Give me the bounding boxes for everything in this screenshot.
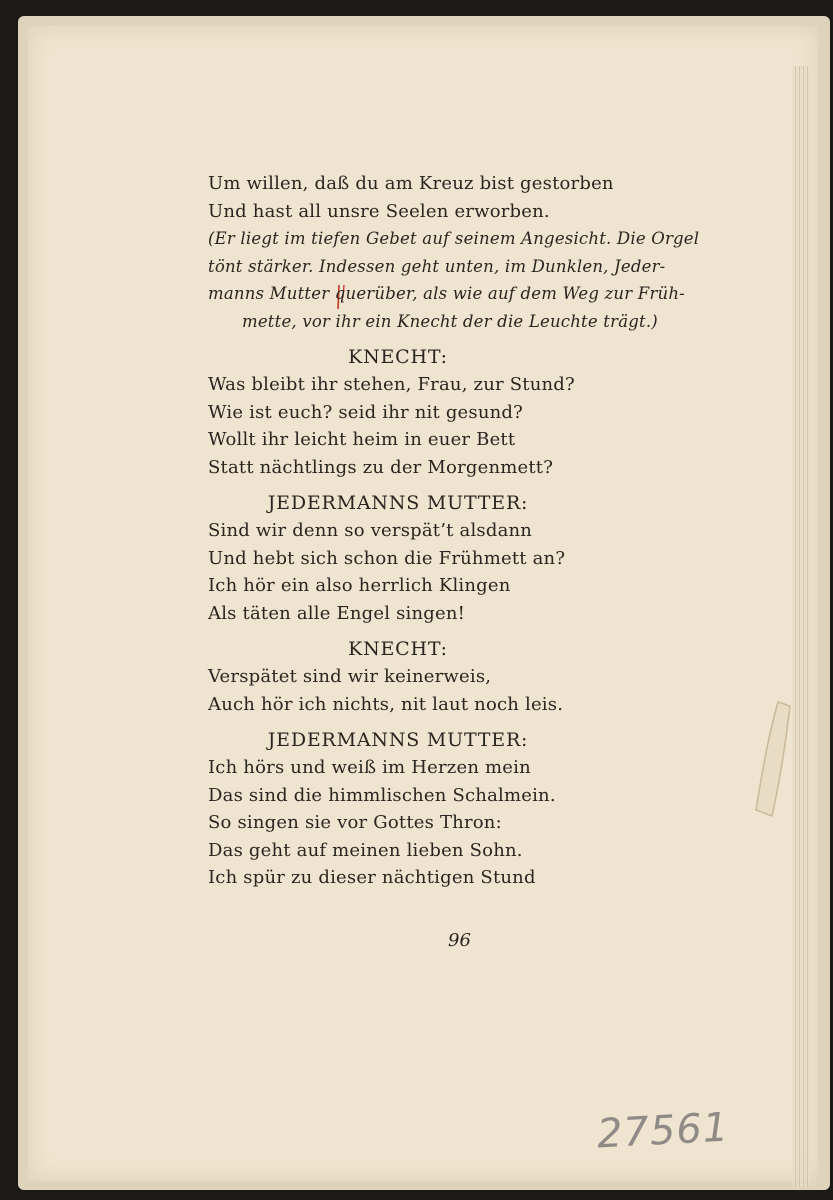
speaker-heading: JEDERMANNS MUTTER: (267, 729, 529, 751)
stage-line: (Er liegt im tiefen Gebet auf seinem Angesicht. Die Orgel (208, 229, 700, 248)
verse-line: Sind wir denn so verspät’t alsdann (208, 520, 533, 541)
verse-line: So singen sie vor Gottes Thron: (208, 812, 502, 833)
verse-line: Auch hör ich nichts, nit laut noch leis. (208, 693, 564, 715)
speaker-heading: KNECHT: (348, 638, 448, 660)
stage-line: tönt stärker. Indessen geht unten, im Dunklen, Jeder- (208, 256, 666, 276)
speaker-heading: KNECHT: (348, 346, 448, 368)
verse-line: Wollt ihr leicht heim in euer Bett (208, 429, 516, 450)
verse-line: Um willen, daß du am Kreuz bist gestorben (208, 173, 614, 194)
verse-stanza (208, 663, 728, 718)
verse-stanza (208, 170, 728, 225)
verse-line: Das geht auf meinen lieben Sohn. (208, 839, 523, 861)
verse-line: Ich hör ein also herrlich Klingen (208, 575, 511, 596)
verse-stanza (208, 754, 728, 892)
paper-tear (750, 700, 792, 820)
stage-line: mette, vor ihr ein Knecht der die Leuchte trägt.) (242, 311, 658, 331)
verse-stanza (208, 371, 728, 481)
poem-text (208, 170, 728, 892)
verse-line: Ich spür zu dieser nächtigen Stund (208, 867, 536, 888)
verse-line: Als täten alle Engel singen! (208, 602, 466, 624)
verse-stanza (208, 517, 728, 627)
verse-line: Wie ist euch? seid ihr nit gesund? (208, 401, 523, 423)
verse-line: Und hast all unsre Seelen erworben. (208, 200, 550, 222)
verse-line: Verspätet sind wir keinerweis, (208, 666, 492, 687)
pencil-inventory-number: 27561 (595, 1104, 731, 1158)
verse-line: Und hebt sich schon die Frühmett an? (208, 547, 566, 569)
verse-line: Ich hörs und weiß im Herzen mein (208, 757, 531, 778)
page-number: 96 (448, 930, 471, 951)
stage-direction (208, 225, 703, 335)
speaker-heading: JEDERMANNS MUTTER: (267, 492, 529, 514)
page-edges (792, 66, 810, 1186)
verse-line: Das sind die himmlischen Schalmein. (208, 784, 556, 806)
verse-line: Was bleibt ihr stehen, Frau, zur Stund? (208, 374, 575, 395)
stage-line: manns Mutter querüber, als wie auf dem Weg zur Früh- (208, 284, 685, 303)
verse-line: Statt nächtlings zu der Morgenmett? (208, 456, 554, 478)
